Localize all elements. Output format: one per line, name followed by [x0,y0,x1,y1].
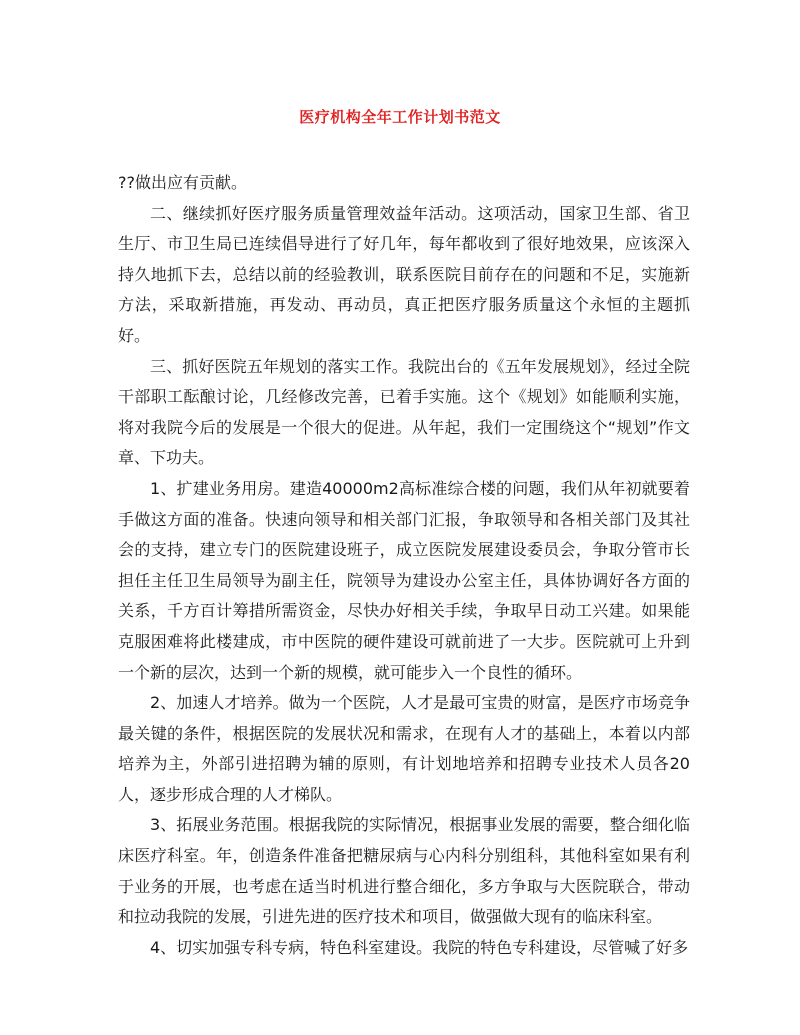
paragraph-2: 二、继续抓好医疗服务质量管理效益年活动。这项活动，国家卫生部、省卫生厅、市卫生局已连续倡导进行了好几年，每年都收到了很好地效果，应该深入持久地抓下去，总结以前的经验教训，联系医院目前存在的问题和不足，实施新方法，采取新措施，再发动、再动员，真正把医疗服务质量这个永恒的主题抓好。 [118,203,690,345]
paragraph-7: 4、切实加强专科专病，特色科室建设。我院的特色专科建设，尽管喊了好多 [150,937,689,957]
document-body [118,168,690,963]
document-title: 医疗机构全年工作计划书范文 [299,108,501,126]
paragraph-4: 1、扩建业务用房。建造40000m2高标准综合楼的问题，我们从年初就要着手做这方面的准备。快速向领导和相关部门汇报，争取领导和各相关部门及其社会的支持，建立专门的医院建设班子，成立医院发展建设委员会，争取分管市长担任主任卫生局领导为副主任，院领导为建设办公室主任，具体协调好各方面的关系，千方百计筹措所需资金，尽快办好相关手续，争取早日动工兴建。如果能克服困难将此楼建成，市中医院的硬件建设可就前进了一大步。医院就可上升到一个新的层次，达到一个新的规模，就可能步入一个良性的循环。 [118,478,690,682]
paragraph-1: ??做出应有贡献。 [118,173,247,192]
paragraph-3: 三、抓好医院五年规划的落实工作。我院出台的《五年发展规划》，经过全院干部职工酝酿讨论，几经修改完善，已着手实施。这个《规划》如能顺利实施，将对我院今后的发展是一个很大的促进。从年起，我们一定围绕这个“规划”作文章、下功夫。 [118,356,690,468]
paragraph-5: 2、加速人才培养。做为一个医院，人才是最可宝贵的财富，是医疗市场竞争最关键的条件，根据医院的发展状况和需求，在现有人才的基础上，本着以内部培养为主，外部引进招聘为辅的原则，有计划地培养和招聘专业技术人员各20人，逐步形成合理的人才梯队。 [118,693,690,804]
paragraph-6: 3、拓展业务范围。根据我院的实际情况，根据事业发展的需要，整合细化临床医疗科室。年，创造条件准备把糖尿病与心内科分别组科，其他科室如果有利于业务的开展，也考虑在适当时机进行整合细化，多方争取与大医院联合，带动和拉动我院的发展，引进先进的医疗技术和项目，做强做大现有的临床科室。 [118,815,690,927]
